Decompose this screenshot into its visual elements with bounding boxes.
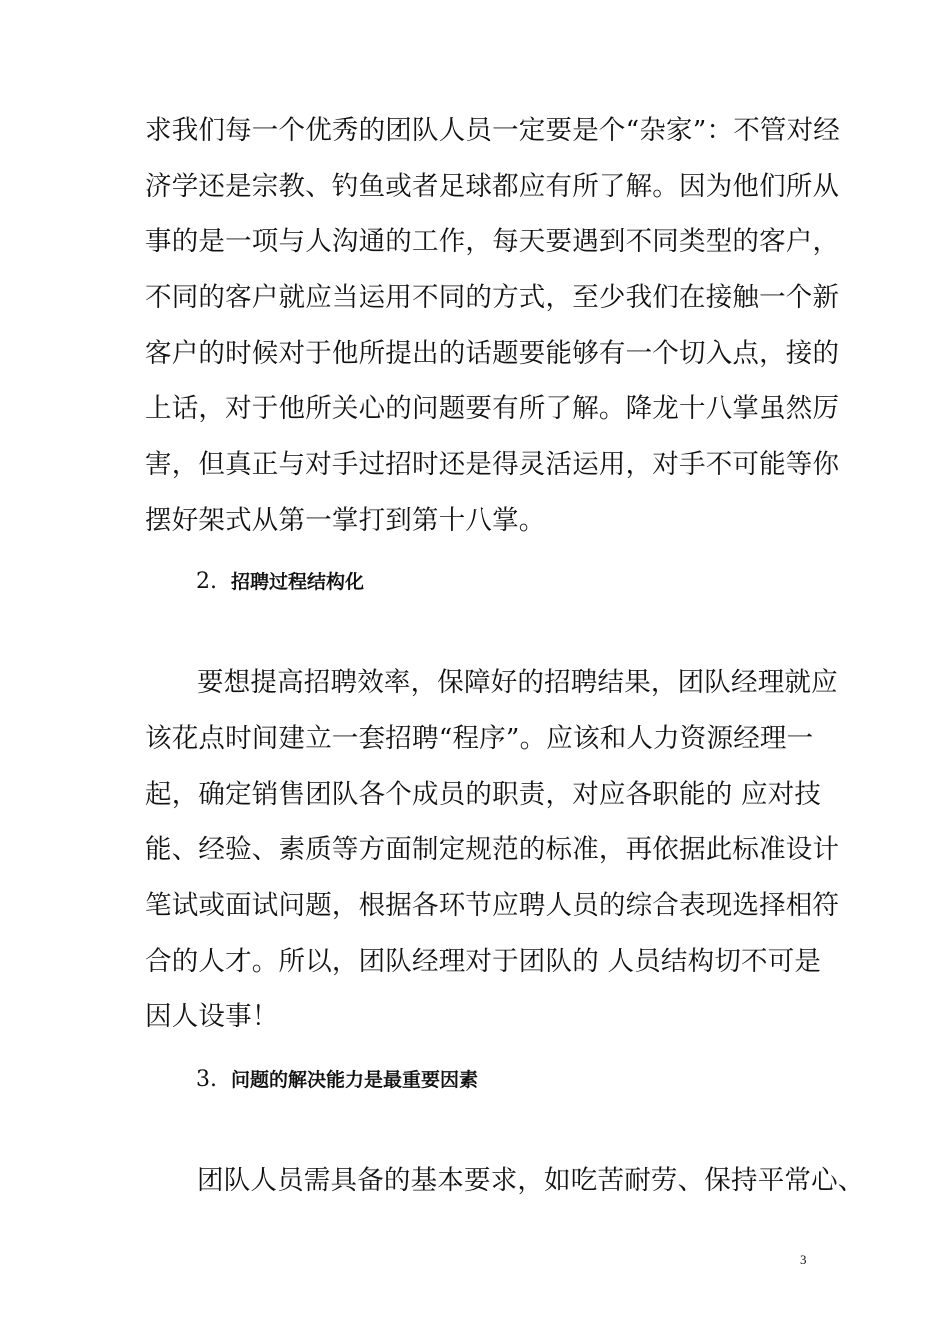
paragraph-line: 能、经验、素质等方面制定规范的标准，再依据此标准设计	[145, 834, 840, 865]
paragraph-line: 笔试或面试问题，根据各环节应聘人员的综合表现选择相符	[145, 890, 840, 921]
paragraph-line: 合的人才。所以，团队经理对于团队的 人员结构切不可是	[145, 946, 822, 977]
section-title: 招聘过程结构化	[231, 571, 365, 593]
paragraph-line: 事的是一项与人沟通的工作，每天要遇到不同类型的客户，	[145, 226, 840, 257]
page-number: 3	[800, 1252, 807, 1267]
paragraph-line: 求我们每一个优秀的团队人员一定要是个“杂家”：不管对经	[145, 115, 840, 146]
paragraph-line: 不同的客户就应当运用不同的方式，至少我们在接触一个新	[145, 282, 840, 313]
paragraph-line: 团队人员需具备的基本要求，如吃苦耐劳、保持平常心、	[197, 1165, 865, 1196]
section-heading	[196, 569, 364, 595]
paragraph-line: 起，确定销售团队各个成员的职责，对应各职能的 应对技	[145, 779, 822, 810]
paragraph-line: 要想提高招聘效率，保障好的招聘结果，团队经理就应	[197, 667, 838, 698]
section-number: 3.	[196, 1067, 217, 1092]
paragraph-line: 因人设事！	[145, 1001, 279, 1032]
paragraph-line: 该花点时间建立一套招聘“程序”。应该和人力资源经理一	[145, 723, 814, 754]
paragraph-line: 客户的时候对于他所提出的话题要能够有一个切入点，接的	[145, 338, 840, 369]
section-title: 问题的解决能力是最重要因素	[231, 1069, 479, 1091]
paragraph-line: 摆好架式从第一掌打到第十八掌。	[145, 505, 546, 536]
section-number: 2.	[196, 569, 217, 594]
paragraph-line: 济学还是宗教、钓鱼或者足球都应有所了解。因为他们所从	[145, 171, 840, 202]
paragraph-line: 上话，对于他所关心的问题要有所了解。降龙十八掌虽然厉	[145, 393, 840, 424]
paragraph-line: 害，但真正与对手过招时还是得灵活运用，对手不可能等你	[145, 449, 840, 480]
section-heading	[196, 1067, 478, 1093]
